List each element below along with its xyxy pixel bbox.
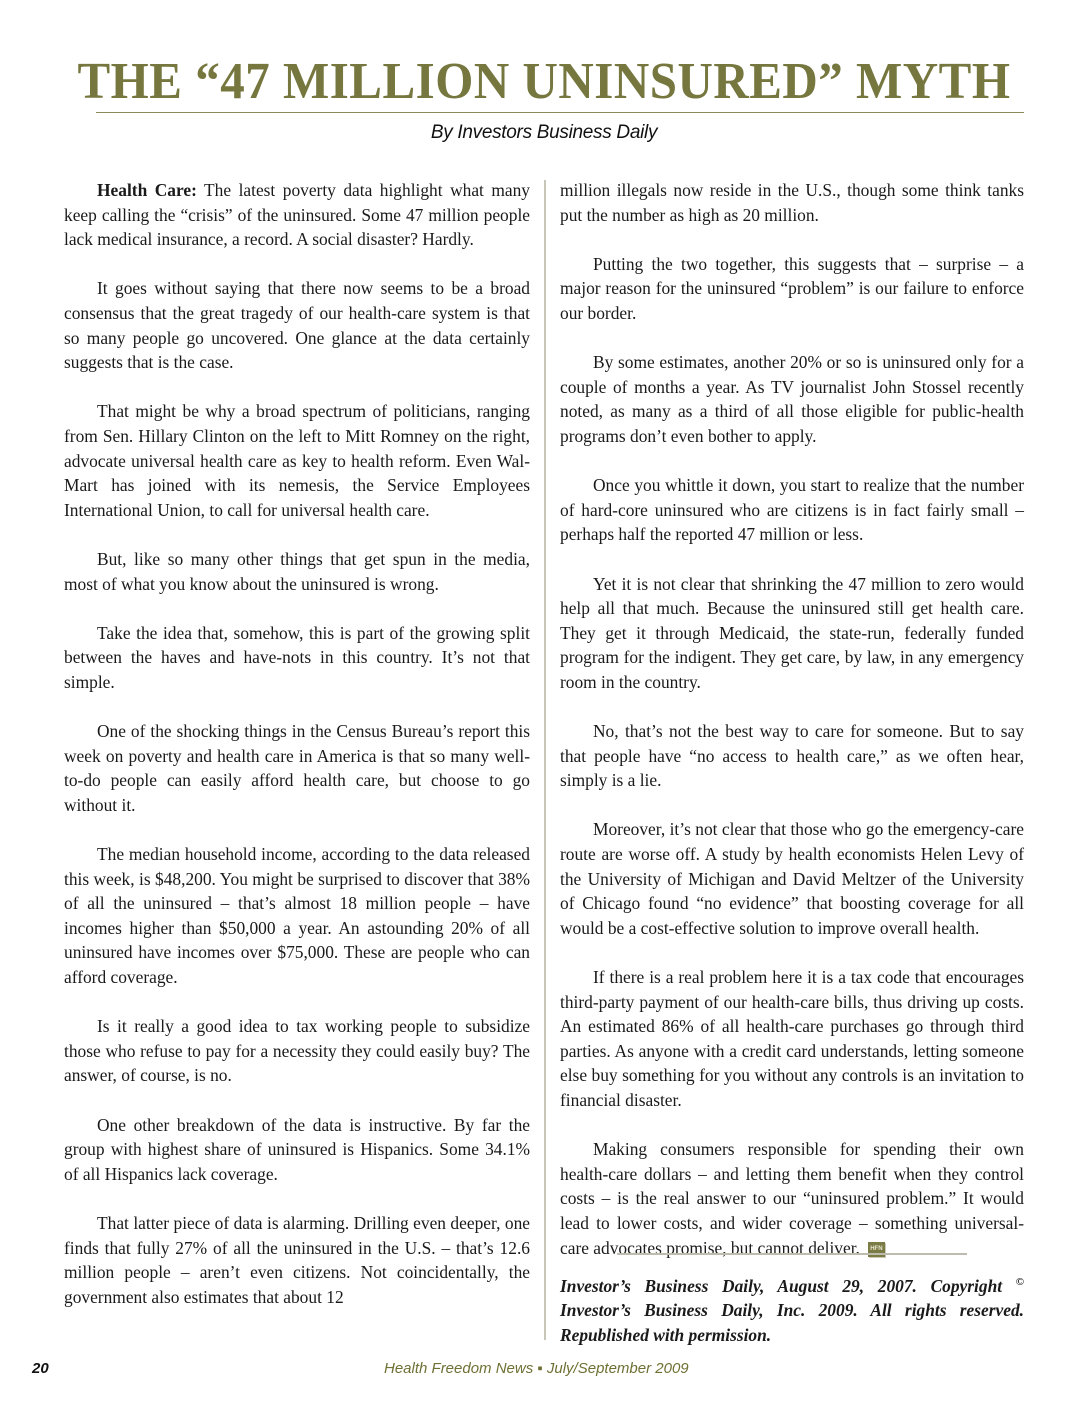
- article-title: THE “47 MILLION UNINSURED” MYTH: [77, 51, 1011, 110]
- paragraph: Health Care: The latest poverty data highlight what many keep calling the “crisis” of the uninsured. Some 47 million people lack medical insurance, a record. A social disaster? Hardly.: [64, 180, 530, 250]
- paragraph: No, that’s not the best way to care for someone. But to say that people have “no access to health care,” as we often hear, simply is a lie.: [560, 721, 1024, 791]
- end-divider: [617, 1253, 967, 1255]
- paragraph: Putting the two together, this suggests that – surprise – a major reason for the uninsured “problem” is our failure to enforce our border.: [560, 253, 1024, 323]
- paragraph: That latter piece of data is alarming. Drilling even deeper, one finds that fully 27% of all the uninsured in the U.S. – that’s 12.6 million people – aren’t even citizens. Not coincidentally, the government also estimates that about 12: [64, 1212, 530, 1307]
- copyright-symbol: ©: [1015, 1276, 1024, 1288]
- hfn-end-mark-icon: HFN: [868, 1242, 885, 1257]
- page-number: 20: [32, 1360, 49, 1377]
- byline: By Investors Business Daily: [430, 122, 658, 143]
- paragraph: Is it really a good idea to tax working people to subsidize those who refuse to pay for a necessity they could easily buy? The answer, of course, is no.: [64, 1016, 530, 1086]
- paragraph: Making consumers responsible for spending their own health-care dollars – and letting them benefit when they control costs – is the real answer to our “uninsured problem.” It would lead to lower costs, and wider coverage – something universal-care advocates promise, but cannot deliver. HFN: [560, 1139, 1024, 1258]
- left-column: [64, 178, 530, 1334]
- paragraph: million illegals now reside in the U.S., though some think tanks put the number as high as 20 million.: [560, 180, 1024, 225]
- paragraph: Yet it is not clear that shrinking the 47 million to zero would help all that much. Because the uninsured still get health care. They get it through Medicaid, the state-run, federally funded program for the indigent. They get care, by law, in any emergency room in the country.: [560, 573, 1024, 692]
- credit-line: Investor’s Business Daily, August 29, 2007. Copyright © Investor’s Business Daily, Inc. 2009. All rights reserved. Republished with permission.: [560, 1275, 1024, 1345]
- paragraph: But, like so many other things that get spun in the media, most of what you know about the uninsured is wrong.: [64, 548, 530, 594]
- lead-in: Health Care:: [97, 180, 197, 200]
- paragraph: It goes without saying that there now seems to be a broad consensus that the great tragedy of our health-care system is that so many people go uncovered. One glance at the data certainly suggests that is the case.: [64, 278, 530, 373]
- paragraph: That might be why a broad spectrum of politicians, ranging from Sen. Hillary Clinton on the left to Mitt Romney on the right, advocate universal health care as key to health reform. Even Wal-Mart has joined with its nemesis, the Service Employees International Union, to call for universal health care.: [64, 401, 530, 520]
- publication-footer: Health Freedom News ▪ July/September 2009: [384, 1360, 689, 1377]
- paragraph: One of the shocking things in the Census Bureau’s report this week on poverty and health care in America is that so many well-to-do people can easily afford health care, but choose to go without it.: [64, 721, 530, 815]
- paragraph: By some estimates, another 20% or so is uninsured only for a couple of months a year. As TV journalist John Stossel recently noted, as many as a third of all those eligible for public-health programs don’t even bother to apply.: [560, 352, 1024, 446]
- paragraph: One other breakdown of the data is instructive. By far the group with highest share of uninsured is Hispanics. Some 34.1% of all Hispanics lack coverage.: [64, 1114, 530, 1184]
- paragraph: Moreover, it’s not clear that those who go the emergency-care route are worse off. A study by health economists Helen Levy of the University of Michigan and David Meltzer of the University of Chicago found “no evidence” that boosting coverage for all would be a cost-effective solution to improve overall health.: [560, 819, 1024, 938]
- column-divider: [544, 180, 546, 1340]
- title-divider: [96, 112, 1024, 113]
- paragraph: Take the idea that, somehow, this is part of the growing split between the haves and have-nots in this country. It’s not that simple.: [64, 622, 530, 692]
- paragraph: The median household income, according to the data released this week, is $48,200. You might be surprised to discover that 38% of all the uninsured – that’s almost 18 million people – have incomes higher than $50,000 a year. An astounding 20% of all uninsured have incomes over $75,000. These are people who can afford coverage.: [64, 844, 530, 987]
- right-column: [560, 178, 1024, 1285]
- paragraph: If there is a real problem here it is a tax code that encourages third-party payment of our health-care bills, thus driving up costs. An estimated 86% of all health-care purchases go through third parties. As anyone with a credit card understands, letting someone else buy something for you without any controls is an invitation to financial disaster.: [560, 967, 1024, 1110]
- paragraph: Once you whittle it down, you start to realize that the number of hard-core uninsured who are citizens is in fact fairly small – perhaps half the reported 47 million or less.: [560, 475, 1024, 545]
